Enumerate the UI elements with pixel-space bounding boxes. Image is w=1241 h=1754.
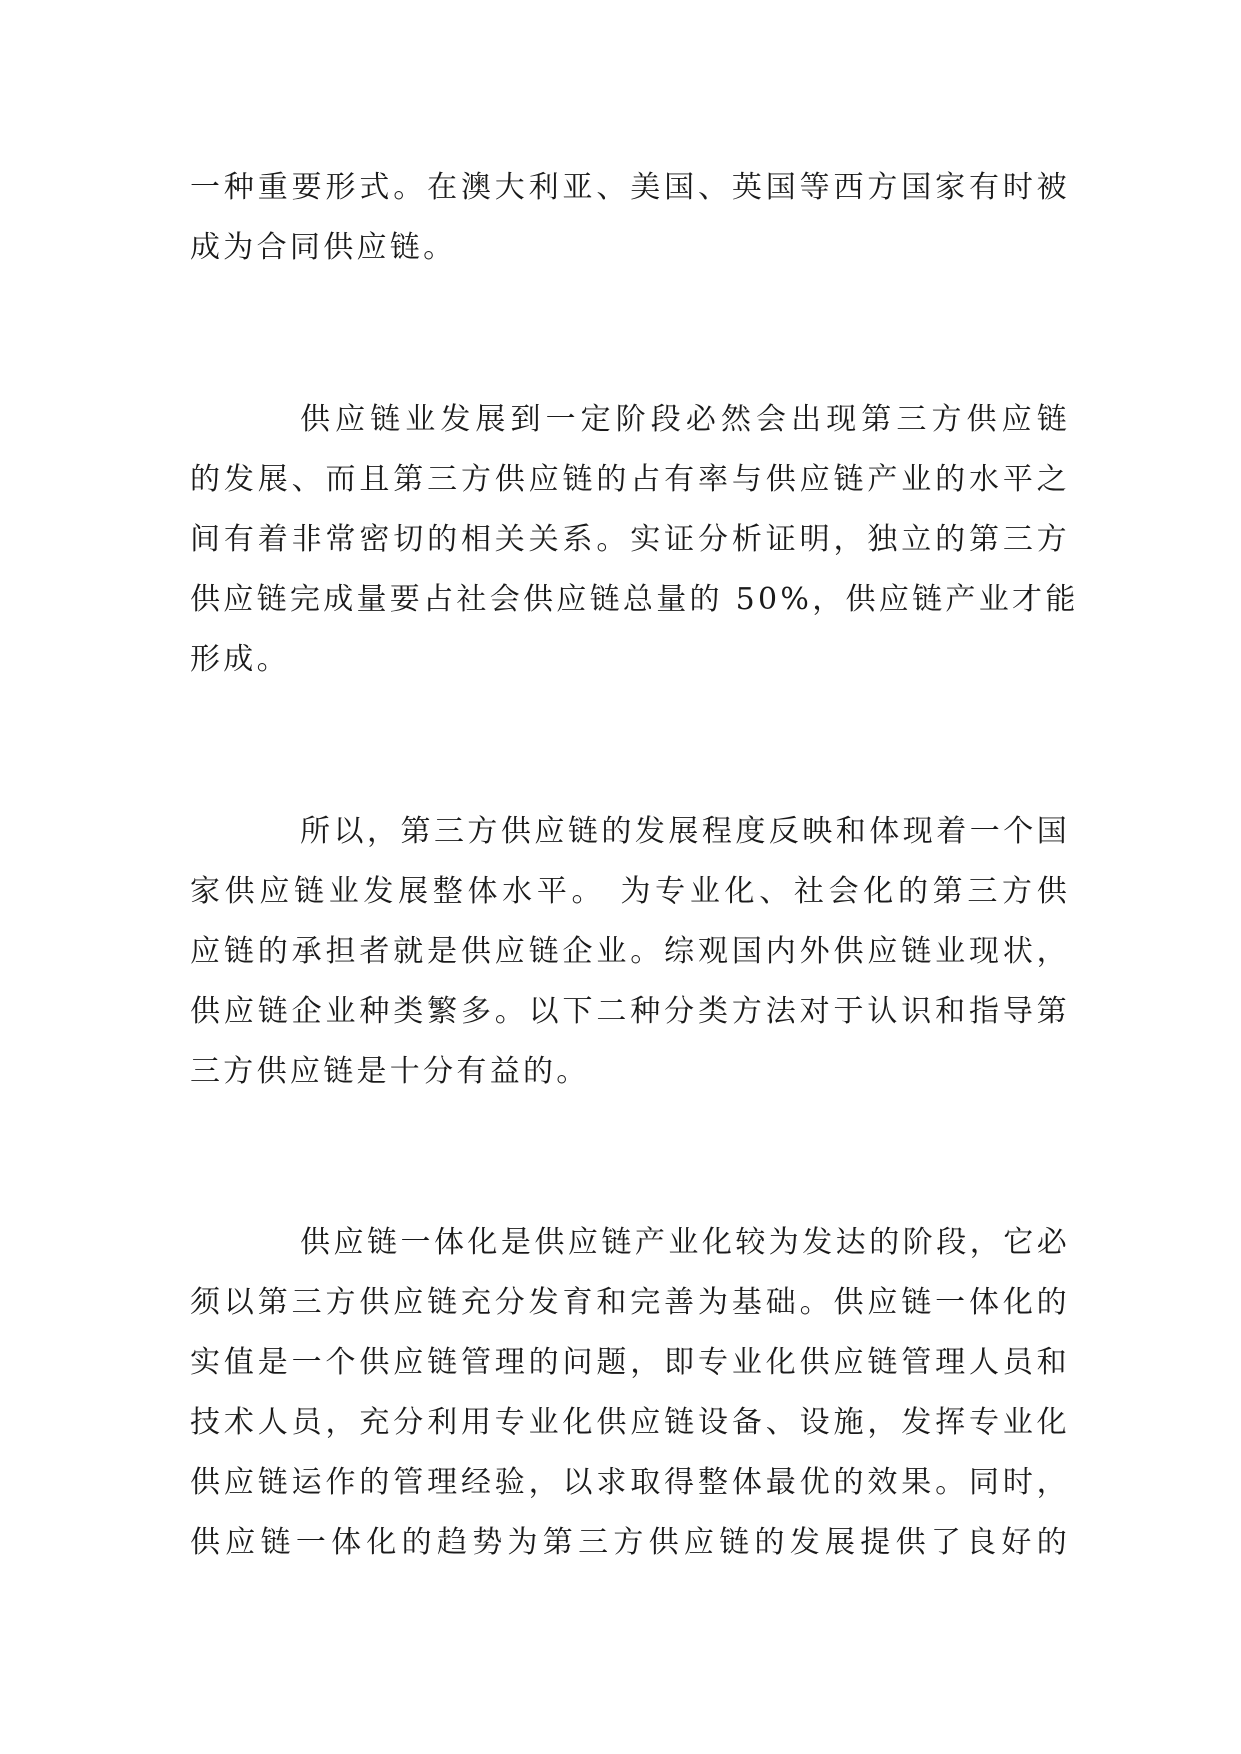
text-line: 须以第三方供应链充分发育和完善为基础。供应链一体化的 — [190, 1285, 1070, 1320]
text-line: 一种重要形式。在澳大利亚、美国、英国等西方国家有时被 — [190, 170, 1070, 205]
text-line: 供应链业发展到一定阶段必然会出现第三方供应链 — [300, 402, 1070, 437]
text-line: 家供应链业发展整体水平。 为专业化、社会化的第三方供 — [190, 874, 1070, 909]
text-line: 应链的承担者就是供应链企业。综观国内外供应链业现状， — [190, 934, 1070, 969]
text-line: 的发展、而且第三方供应链的占有率与供应链产业的水平之 — [190, 462, 1070, 497]
text-line: 供应链一体化是供应链产业化较为发达的阶段，它必 — [300, 1225, 1070, 1260]
text-line: 形成。 — [190, 642, 290, 677]
text-line: 供应链企业种类繁多。以下二种分类方法对于认识和指导第 — [190, 994, 1070, 1029]
text-line: 供应链一体化的趋势为第三方供应链的发展提供了良好的 — [190, 1525, 1070, 1560]
text-line: 所以，第三方供应链的发展程度反映和体现着一个国 — [300, 814, 1070, 849]
text-line: 三方供应链是十分有益的。 — [190, 1054, 590, 1089]
text-line: 供应链运作的管理经验，以求取得整体最优的效果。同时， — [190, 1465, 1070, 1500]
text-line: 间有着非常密切的相关关系。实证分析证明，独立的第三方 — [190, 522, 1070, 557]
text-line: 实值是一个供应链管理的问题，即专业化供应链管理人员和 — [190, 1345, 1070, 1380]
text-line: 技术人员，充分利用专业化供应链设备、设施，发挥专业化 — [190, 1405, 1070, 1440]
text-line: 供应链完成量要占社会供应链总量的 50%，供应链产业才能 — [190, 582, 1079, 617]
text-line: 成为合同供应链。 — [190, 230, 457, 265]
